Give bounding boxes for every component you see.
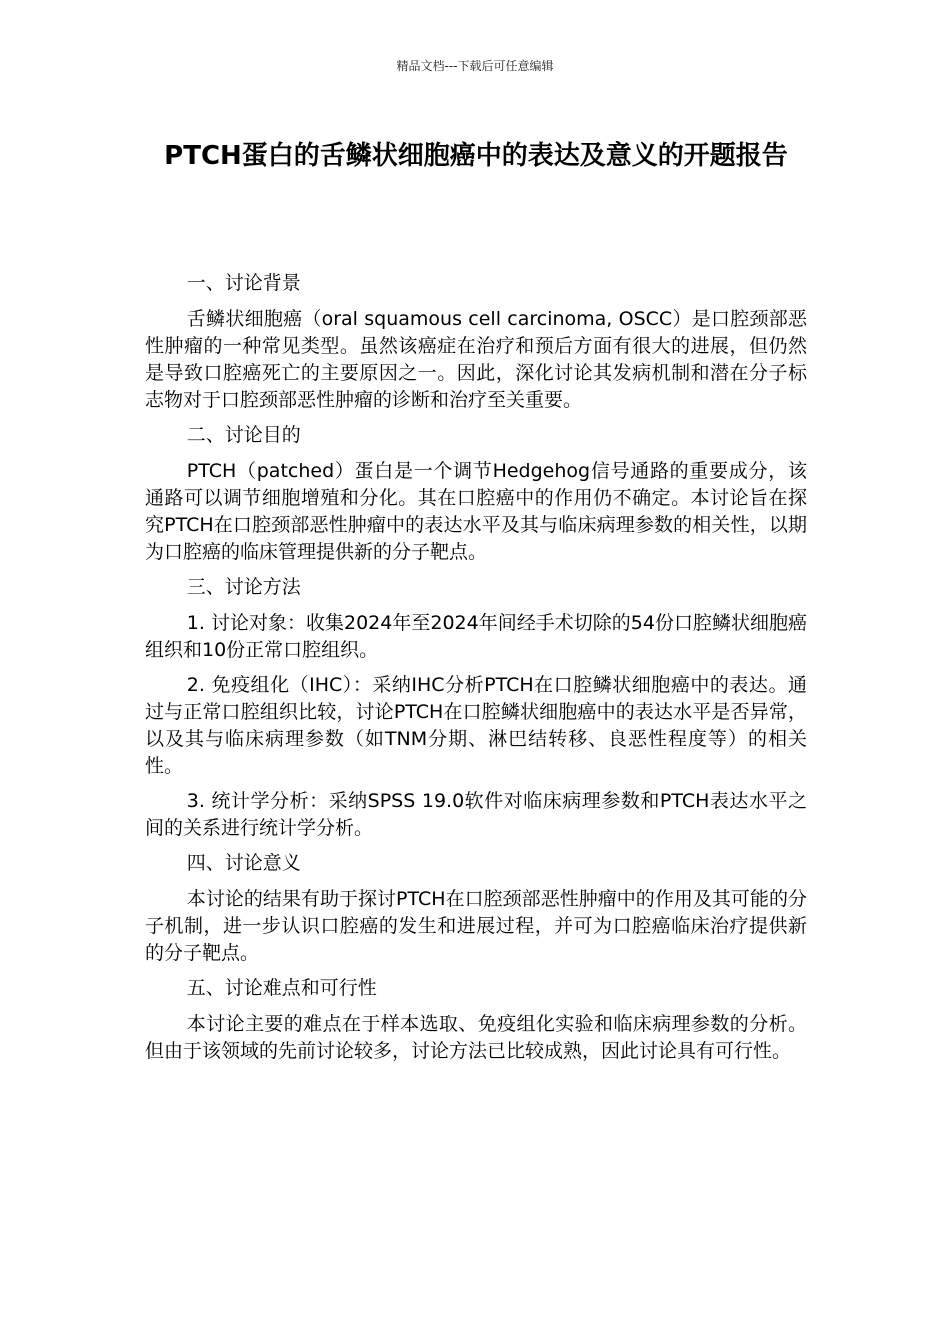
paragraph-significance: 本讨论的结果有助于探讨PTCH在口腔颈部恶性肿瘤中的作用及其可能的分子机制，进一步认识口腔癌的发生和进展过程，并可为口腔癌临床治疗提供新的分子靶点。 (145, 888, 807, 964)
section-heading-significance: 四、讨论意义 (186, 852, 301, 874)
paragraph-methods-statistics: 3. 统计学分析：采纳SPSS 19.0软件对临床病理参数和PTCH表达水平之间的关系进行统计学分析。 (145, 790, 807, 839)
paragraph-methods-subjects: 1. 讨论对象：收集2024年至2024年间经手术切除的54份口腔鳞状细胞癌组织和10份正常口腔组织。 (145, 612, 807, 661)
paragraph-feasibility: 本讨论主要的难点在于样本选取、免疫组化实验和临床病理参数的分析。但由于该领域的先前讨论较多，讨论方法已比较成熟，因此讨论具有可行性。 (145, 1013, 807, 1062)
paragraph-purpose: PTCH（patched）蛋白是一个调节Hedgehog信号通路的重要成分，该通路可以调节细胞增殖和分化。其在口腔癌中的作用仍不确定。本讨论旨在探究PTCH在口腔颈部恶性肿瘤中的表达水平及其与临床病理参数的相关性，以期为口腔癌的临床管理提供新的分子靶点。 (145, 460, 807, 563)
header-note: 精品文档---下载后可任意编辑 (396, 59, 554, 73)
section-heading-methods: 三、讨论方法 (186, 576, 301, 598)
paragraph-background: 舌鳞状细胞癌（oral squamous cell carcinoma, OSCC）是口腔颈部恶性肿瘤的一种常见类型。虽然该癌症在治疗和预后方面有很大的进展，但仍然是导致口腔癌死亡的主要原因之一。因此，深化讨论其发病机制和潜在分子标志物对于口腔颈部恶性肿瘤的诊断和治疗至关重要。 (145, 308, 807, 411)
section-heading-feasibility: 五、讨论难点和可行性 (186, 977, 377, 999)
document-body (145, 270, 807, 1073)
section-heading-background: 一、讨论背景 (186, 272, 301, 294)
document-title: PTCH蛋白的舌鳞状细胞癌中的表达及意义的开题报告 (164, 141, 788, 171)
section-heading-purpose: 二、讨论目的 (186, 424, 301, 446)
paragraph-methods-ihc: 2. 免疫组化（IHC）：采纳IHC分析PTCH在口腔鳞状细胞癌中的表达。通过与正常口腔组织比较，讨论PTCH在口腔鳞状细胞癌中的表达水平是否异常，以及其与临床病理参数（如TNM分期、淋巴结转移、良恶性程度等）的相关性。 (145, 674, 807, 777)
